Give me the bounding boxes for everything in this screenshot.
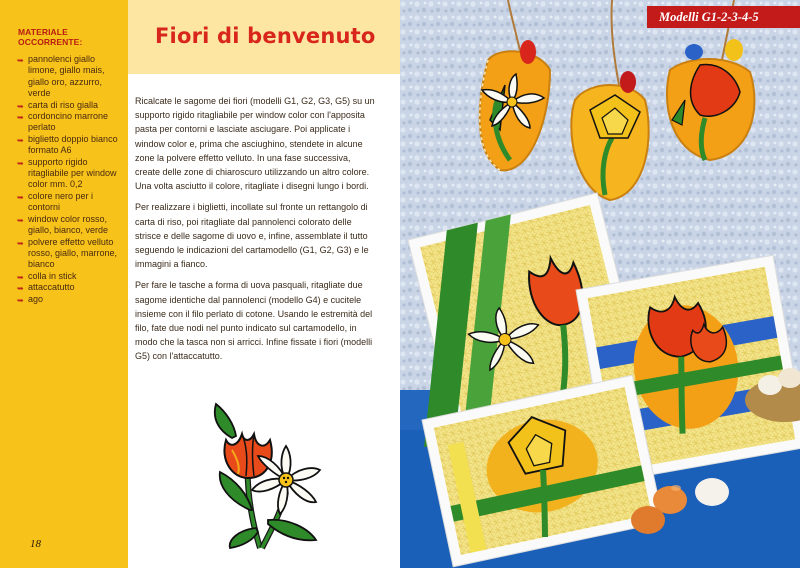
material-item: ➥ biglietto doppio bianco formato A6 (17, 133, 118, 156)
craft-photo-art (400, 0, 800, 568)
page-title: Fiori di benvenuto (155, 24, 376, 48)
material-item: ➥ colore nero per i contorni (17, 190, 94, 213)
materials-list (17, 54, 125, 305)
material-item: ➥ polvere effetto velluto rosso, giallo, marrone, bianco (17, 236, 118, 270)
paragraph-3: Per fare le tasche a forma di uova pasquali, ritagliate due sagome identiche dal pannolenci (modello G4) e cucitele insieme con il filo perlato di cotone. Usando le estremità del filo, fate due nodi nel punto indicato sul cartamodello, in modo che la tasca non si arricci. Infine fissate i fiori (modelli G5) con l'attaccatutto. (135, 280, 373, 362)
bullet-arrow-icon: ➥ (17, 295, 24, 305)
bullet-arrow-icon: ➥ (17, 158, 24, 168)
material-item: ➥ carta di riso gialla (17, 99, 99, 111)
bullet-arrow-icon: ➥ (17, 272, 24, 282)
bullet-arrow-icon: ➥ (17, 284, 24, 294)
craft-photo (400, 0, 800, 568)
bullet-arrow-icon: ➥ (17, 238, 24, 248)
materials-title: MATERIALE OCCORRENTE: (18, 27, 83, 47)
material-item: ➥ pannolenci giallo limone, giallo mais, giallo oro, azzurro, verde (17, 54, 105, 99)
page-number: 18 (30, 538, 41, 550)
bullet-arrow-icon: ➥ (17, 192, 24, 202)
bullet-arrow-icon: ➥ (17, 56, 24, 65)
paragraph-2: Per realizzare i biglietti, incollate sul fronte un rettangolo di carta di riso, poi ritagliate dal pannolenci colorato delle strisce e delle sagome di uovo e, infine, assemblate il tutto seguendo le indicazioni del cartamodello (G1, G2, G3) e le immagini a fianco. (135, 202, 369, 270)
paragraph-1: Ricalcate le sagome dei fiori (modelli G1, G2, G3, G5) su un supporto rigido ritagliabile per window color con l'apposita pasta per contorni e lasciate asciugare. Poi applicate i window color e, prima che asciughino, stendete in alcune zone la polvere effetto velluto. In una fase successiva, create delle zone di chiaroscuro utilizzando un altro colore. Una volta asciutto il colore, ritagliate i disegni lungo i bordi. (135, 96, 375, 192)
material-item: ➥ attaccatutto (17, 282, 75, 294)
material-item: ➥ colla in stick (17, 270, 77, 282)
material-item: ➥ cordoncino marrone perlato (17, 111, 109, 133)
bullet-arrow-icon: ➥ (17, 215, 24, 225)
bullet-arrow-icon: ➥ (17, 135, 24, 145)
bullet-arrow-icon: ➥ (17, 101, 24, 111)
instructions (135, 94, 375, 371)
material-item: ➥ ago (17, 293, 44, 305)
materials-sidebar (0, 0, 128, 568)
flower-illustration (198, 400, 338, 550)
material-item: ➥ window color rosso, giallo, bianco, verde (17, 213, 109, 236)
bullet-arrow-icon: ➥ (17, 113, 24, 123)
model-label: Modelli G1-2-3-4-5 (647, 6, 800, 28)
material-item: ➥ supporto rigido ritagliabile per window color mm. 0,2 (17, 156, 117, 190)
